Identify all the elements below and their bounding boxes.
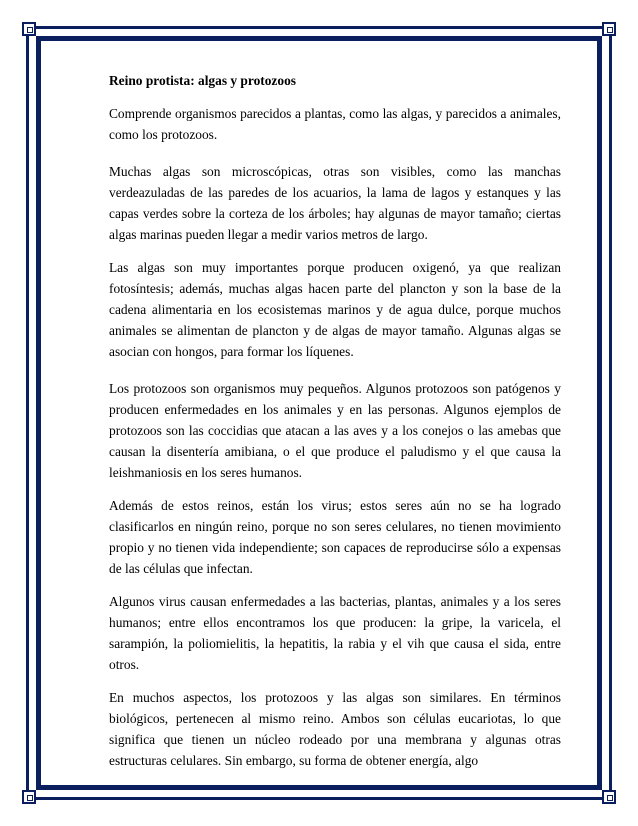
document-title: Reino protista: algas y protozoos: [109, 73, 296, 88]
corner-ornament-top-right: [602, 22, 616, 36]
corner-ornament-bottom-left: [22, 790, 36, 804]
corner-ornament-bottom-right: [602, 790, 616, 804]
paragraph-similitudes: En muchos aspectos, los protozoos y las algas son similares. En términos biológicos, pertenecen al mismo reino. Ambos son células eucariotas, lo que significa que tienen un núcleo rodeado por una membrana y algunas otras estructuras celulares. Sin embargo, su forma de obtener energía, algo: [109, 690, 561, 768]
paragraph-algas-visibles: Muchas algas son microscópicas, otras son visibles, como las manchas verdeazuladas de las paredes de los acuarios, la lama de lagos y estanques y las capas verdes sobre la corteza de los árboles; hay algunas de mayor tamaño; ciertas algas marinas pueden llegar a medir varios metros de largo.: [109, 164, 561, 242]
paragraph-intro: Comprende organismos parecidos a plantas, como las algas, y parecidos a animales, como los protozoos.: [109, 106, 561, 142]
document-body: [109, 70, 561, 771]
paragraph-virus: Además de estos reinos, están los virus; estos seres aún no se ha logrado clasificarlos en ningún reino, porque no son seres celulares, no tienen movimiento propio y no tienen vida independiente; son capaces de reproducirse sólo a expensas de las células que infectan.: [109, 498, 561, 576]
paragraph-virus-enfermedades: Algunos virus causan enfermedades a las bacterias, plantas, animales y a los seres humanos; entre ellos encontramos los que producen: la gripe, la varicela, el sarampión, la poliomielitis, la hepatitis, la rabia y el vih que causa el sida, entre otros.: [109, 594, 561, 672]
paragraph-algas-importancia: Las algas son muy importantes porque producen oxigenó, ya que realizan fotosíntesis; además, muchas algas hacen parte del plancton y son la base de la cadena alimentaria en los ecosistemas marinos y de agua dulce, porque muchos animales se alimentan de plancton y de algas de mayor tamaño. Algunas algas se asocian con hongos, para formar los líquenes.: [109, 260, 561, 359]
corner-ornament-top-left: [22, 22, 36, 36]
paragraph-protozoos: Los protozoos son organismos muy pequeños. Algunos protozoos son patógenos y producen enfermedades en los animales y en las personas. Algunos ejemplos de protozoos son las coccidias que atacan a las aves y a los conejos o las amebas que causan la disentería amibiana, o el que produce el paludismo y el que causa la leishmaniosis en los seres humanos.: [109, 381, 561, 480]
